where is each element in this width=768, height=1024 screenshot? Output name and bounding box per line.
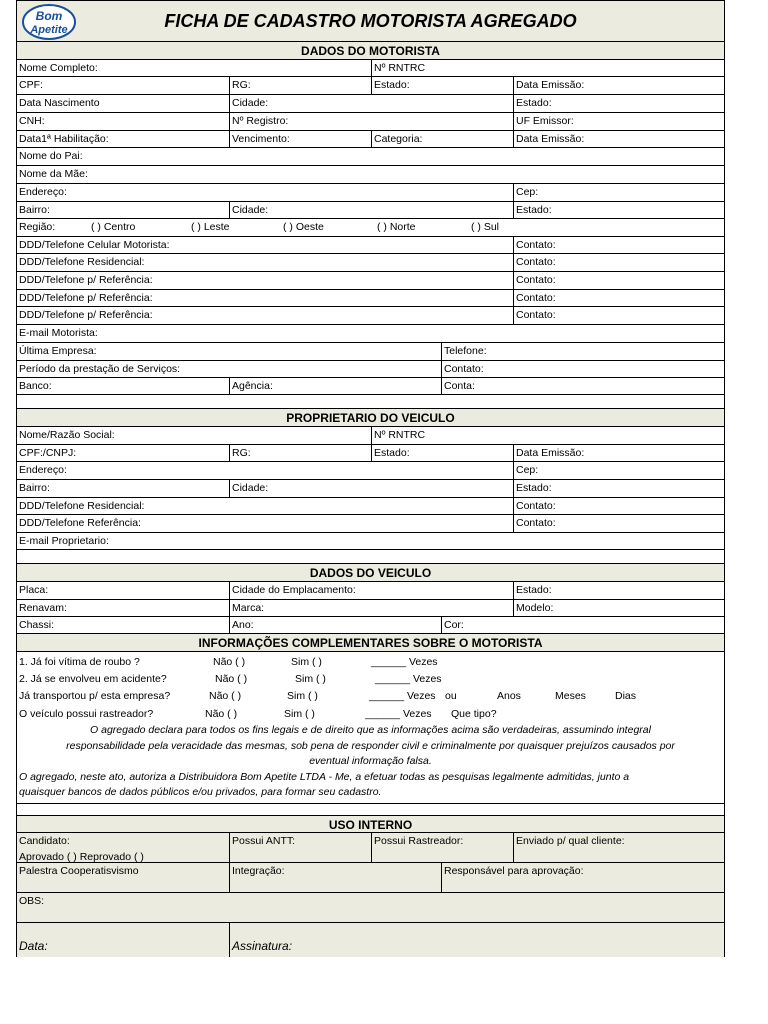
field-vezes[interactable]: ______ Vezes [365, 708, 432, 720]
field-estado-veiculo[interactable]: Estado: [513, 582, 724, 599]
form-row [17, 533, 724, 550]
form-row [17, 131, 724, 148]
section-header-info [17, 634, 724, 652]
form-row [17, 462, 724, 480]
field-tel-celular[interactable]: DDD/Telefone Celular Motorista: [19, 239, 170, 251]
field-estado-nasc[interactable]: Estado: [513, 95, 724, 112]
field-responsavel[interactable]: Responsável para aprovação: [441, 863, 724, 892]
field-cep-prop[interactable]: Cep: [513, 462, 724, 479]
field-categoria[interactable]: Categoria: [371, 131, 513, 147]
field-nome-pai[interactable]: Nome do Pai: [19, 150, 83, 162]
field-periodo[interactable]: Período da prestação de Serviços: [19, 363, 181, 375]
field-rntrc-prop[interactable]: Nº RNTRC [371, 427, 724, 444]
field-cidade[interactable]: Cidade: [229, 95, 513, 112]
text-anos: Anos [497, 690, 521, 702]
field-data-emissao-prop[interactable]: Data Emissão: [513, 445, 724, 461]
text-ou: ou [445, 690, 457, 702]
field-tel-ref-2[interactable]: DDD/Telefone p/ Referência: [19, 292, 153, 304]
field-modelo[interactable]: Modelo: [513, 600, 724, 616]
form-row [17, 378, 724, 395]
field-obs[interactable]: OBS: [19, 895, 45, 907]
field-endereco[interactable]: Endereço: [19, 186, 67, 198]
field-cpf[interactable]: CPF: [19, 79, 43, 91]
section-header-proprietario [17, 409, 724, 427]
field-contato[interactable]: Contato: [513, 254, 724, 271]
checkbox-centro[interactable]: ( ) Centro [91, 221, 136, 233]
option-nao[interactable]: Não ( ) [213, 656, 246, 668]
field-telefone[interactable]: Telefone: [441, 343, 724, 360]
form-row [17, 184, 724, 202]
field-estado2-prop[interactable]: Estado: [513, 480, 724, 497]
field-candidato [17, 833, 229, 862]
question-rastreador: O veículo possui rastreador? [19, 708, 154, 720]
registration-form [16, 0, 725, 957]
label-candidato: Candidato: [19, 835, 70, 847]
section-title: INFORMAÇÕES COMPLEMENTARES SOBRE O MOTORISTA [198, 636, 543, 650]
field-tel-ref-3[interactable]: DDD/Telefone p/ Referência: [19, 309, 153, 321]
option-sim[interactable]: Sim ( ) [291, 656, 322, 668]
field-rg[interactable]: RG: [229, 77, 371, 94]
option-sim[interactable]: Sim ( ) [284, 708, 315, 720]
spacer-row [17, 395, 724, 409]
field-n-registro[interactable]: Nº Registro: [229, 113, 513, 130]
field-cidade-end[interactable]: Cidade: [229, 202, 513, 218]
field-estado-prop[interactable]: Estado: [371, 445, 513, 461]
svg-text:Apetite: Apetite [30, 24, 68, 36]
field-contato-prop[interactable]: Contato: [513, 515, 724, 532]
declaration-line-2: responsabilidade pela veracidade das mesmas, sob pena de responder civil e criminalmente por quaisquer prejuízos causados por [66, 740, 675, 752]
field-estado-end[interactable]: Estado: [513, 202, 724, 218]
declaration-line-1: O agregado declara para todos os fins legais e de direito que as informações acima são verdadeiras, assumindo integral [90, 724, 651, 736]
field-tel-ref-1[interactable]: DDD/Telefone p/ Referência: [19, 274, 153, 286]
field-banco[interactable]: Banco: [19, 380, 52, 392]
form-row [17, 445, 724, 462]
svg-text:Bom: Bom [35, 9, 63, 23]
form-row-regiao [17, 219, 724, 237]
section-header-uso-interno [17, 816, 724, 833]
form-row [17, 60, 724, 77]
field-vezes[interactable]: ______ Vezes [369, 690, 436, 702]
question-roubo: 1. Já foi vítima de roubo ? [19, 656, 140, 668]
form-row [17, 923, 724, 957]
field-rg-prop[interactable]: RG: [229, 445, 371, 461]
form-row [17, 237, 724, 254]
form-row [17, 427, 724, 445]
field-uf-emissor[interactable]: UF Emissor: [513, 113, 724, 130]
field-chassi[interactable]: Chassi: [19, 619, 55, 631]
checkbox-leste[interactable]: ( ) Leste [191, 221, 230, 233]
field-endereco-prop[interactable]: Endereço: [19, 464, 67, 476]
field-cidade-prop[interactable]: Cidade: [229, 480, 513, 497]
field-vezes[interactable]: ______ Vezes [371, 656, 438, 668]
option-aprovado-reprovado[interactable]: Aprovado ( ) Reprovado ( ) [19, 850, 144, 862]
form-row [17, 202, 724, 219]
form-row [17, 95, 724, 113]
field-cor[interactable]: Cor: [441, 617, 724, 633]
field-vezes[interactable]: ______ Vezes [375, 673, 442, 685]
form-row [17, 254, 724, 272]
field-regiao: Região: [19, 221, 56, 233]
section-title: PROPRIETARIO DO VEICULO [286, 411, 455, 425]
authorization-line-2: quaisquer bancos de dados públicos e/ou privados, para formar seu cadastro. [19, 786, 382, 798]
form-row [17, 307, 724, 325]
field-cnh[interactable]: CNH: [19, 115, 45, 127]
field-estado[interactable]: Estado: [371, 77, 513, 94]
form-row [17, 617, 724, 634]
field-email-motorista[interactable]: E-mail Motorista: [19, 327, 98, 339]
field-ano[interactable]: Ano: [229, 617, 441, 633]
authorization-line-1: O agregado, neste ato, autoriza a Distribuidora Bom Apetite LTDA - Me, a efetuar todas as pesquisas legalmente admitidas, junto a [19, 771, 630, 783]
section-header-motorista [17, 42, 724, 60]
field-nome-razao[interactable]: Nome/Razão Social: [19, 429, 115, 441]
section-title: DADOS DO VEICULO [309, 566, 432, 580]
text-dias: Dias [615, 690, 637, 702]
field-assinatura[interactable]: Assinatura: [229, 923, 724, 957]
text-meses: Meses [555, 690, 586, 702]
field-contato-prop[interactable]: Contato: [513, 498, 724, 514]
field-palestra[interactable]: Palestra Cooperatisvismo [19, 865, 139, 877]
field-marca[interactable]: Marca: [229, 600, 513, 616]
checkbox-norte[interactable]: ( ) Norte [377, 221, 416, 233]
field-tel-residencial-prop[interactable]: DDD/Telefone Residencial: [19, 500, 145, 512]
field-possui-antt[interactable]: Possui ANTT: [229, 833, 371, 862]
form-row [17, 361, 724, 378]
field-renavam[interactable]: Renavam: [19, 602, 67, 614]
section-header-veiculo [17, 564, 724, 582]
field-tel-residencial[interactable]: DDD/Telefone Residencial: [19, 256, 145, 268]
field-placa[interactable]: Placa: [19, 584, 49, 596]
form-row [17, 863, 724, 893]
field-cidade-emplacamento[interactable]: Cidade do Emplacamento: [229, 582, 513, 599]
field-enviado-cliente[interactable]: Enviado p/ qual cliente: [513, 833, 724, 862]
form-row [17, 600, 724, 617]
question-acidente: 2. Já se envolveu em acidente? [19, 673, 167, 685]
form-row [17, 272, 724, 290]
form-row [17, 498, 724, 515]
field-contato-empresa[interactable]: Contato: [441, 361, 724, 377]
form-row [17, 148, 724, 166]
form-row [17, 893, 724, 923]
question-transportou: Já transportou p/ esta empresa? [19, 690, 171, 702]
field-agencia[interactable]: Agência: [229, 378, 441, 394]
form-row [17, 582, 724, 600]
spacer-row [17, 550, 724, 564]
form-row [17, 343, 724, 361]
field-ultima-empresa[interactable]: Última Empresa: [19, 345, 97, 357]
form-row [17, 166, 724, 184]
spacer-row [17, 804, 724, 816]
field-cep[interactable]: Cep: [513, 184, 724, 201]
option-sim[interactable]: Sim ( ) [295, 673, 326, 685]
field-possui-rastreador[interactable]: Possui Rastreador: [371, 833, 513, 862]
field-integracao[interactable]: Integração: [229, 863, 441, 892]
title-bar [17, 1, 724, 42]
field-data-habilitacao[interactable]: Data1ª Habilitação: [19, 133, 109, 145]
form-row [17, 113, 724, 131]
option-nao[interactable]: Não ( ) [205, 708, 238, 720]
form-row [17, 833, 724, 863]
field-vencimento[interactable]: Vencimento: [229, 131, 371, 147]
declaration-line-3: eventual informação falsa. [309, 755, 432, 767]
option-nao[interactable]: Não ( ) [215, 673, 248, 685]
section-title: USO INTERNO [328, 818, 413, 832]
field-conta[interactable]: Conta: [441, 378, 724, 394]
field-contato[interactable]: Contato: [513, 272, 724, 289]
field-nome-completo[interactable]: Nome Completo: [19, 62, 98, 74]
checkbox-oeste[interactable]: ( ) Oeste [283, 221, 324, 233]
field-contato[interactable]: Contato: [513, 307, 724, 324]
checkbox-sul[interactable]: ( ) Sul [471, 221, 500, 233]
field-data-emissao[interactable]: Data Emissão: [513, 77, 724, 94]
field-data-emissao-cnh[interactable]: Data Emissão: [513, 131, 724, 147]
field-nome-mae[interactable]: Nome da Mãe: [19, 168, 88, 180]
field-email-prop[interactable]: E-mail Proprietario: [19, 535, 109, 547]
section-title: DADOS DO MOTORISTA [301, 44, 440, 58]
field-cpf-cnpj[interactable]: CPF:/CNPJ: [19, 447, 77, 459]
field-bairro-prop[interactable]: Bairro: [19, 482, 50, 494]
field-contato[interactable]: Contato: [513, 290, 724, 306]
field-data-nascimento[interactable]: Data Nascimento [19, 97, 100, 109]
field-tel-referencia-prop[interactable]: DDD/Telefone Referência: [19, 517, 141, 529]
form-row [17, 77, 724, 95]
field-contato[interactable]: Contato: [513, 237, 724, 253]
field-bairro[interactable]: Bairro: [19, 204, 50, 216]
field-data[interactable]: Data: [19, 939, 48, 953]
form-row [17, 290, 724, 307]
info-block [17, 652, 724, 804]
text-que-tipo: Que tipo? [451, 708, 497, 720]
form-row [17, 480, 724, 498]
page-title: FICHA DE CADASTRO MOTORISTA AGREGADO [164, 11, 577, 31]
form-row [17, 515, 724, 533]
option-nao[interactable]: Não ( ) [209, 690, 242, 702]
form-row [17, 325, 724, 343]
option-sim[interactable]: Sim ( ) [287, 690, 318, 702]
field-rntrc[interactable]: Nº RNTRC [371, 60, 724, 76]
